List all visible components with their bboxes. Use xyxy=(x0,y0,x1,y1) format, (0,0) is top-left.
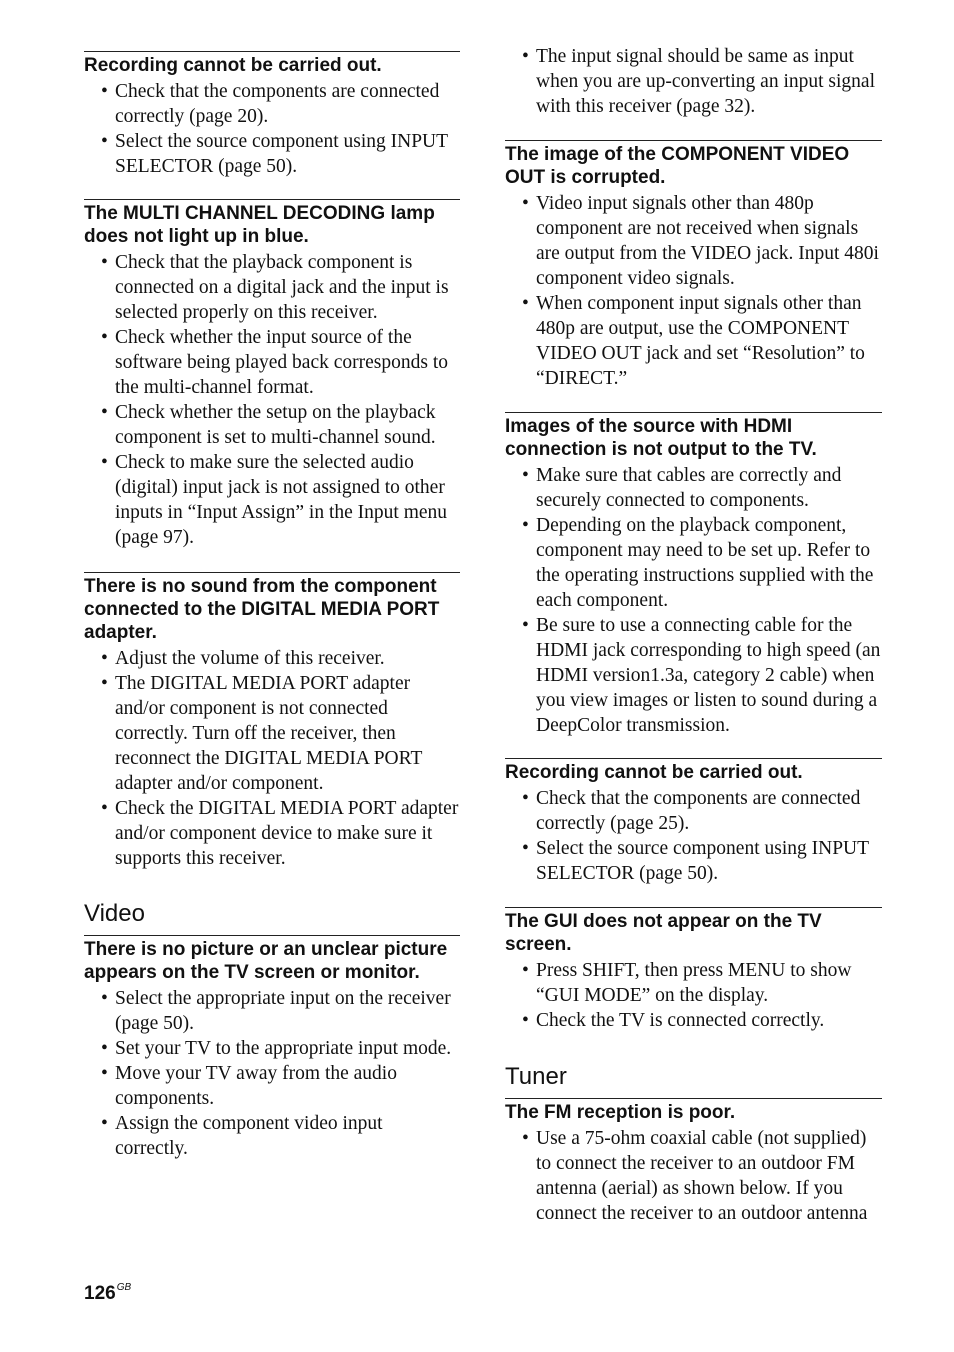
issue-recording-cannot-be-carried-out xyxy=(84,51,460,179)
left-column xyxy=(84,40,460,1161)
list-item: • Be sure to use a connecting cable for the HDMI jack corresponding to high speed (an HDMI version1.3a, category 2 cable) when you view images or listen to sound during a DeepColor transmission. xyxy=(522,615,881,736)
bullet-list xyxy=(84,250,460,550)
list-item: • When component input signals other than 480p are output, use the COMPONENT VIDEO OUT jack and set “Resolution” to “DIRECT.” xyxy=(522,293,865,389)
bullet-list xyxy=(505,463,882,738)
bullet-icon: • xyxy=(522,1128,529,1149)
issue-heading: The image of the COMPONENT VIDEO OUT is corrupted. xyxy=(505,144,850,188)
bullet-icon: • xyxy=(522,960,529,981)
bullet-icon: • xyxy=(101,327,108,348)
bullet-icon: • xyxy=(522,615,529,636)
bullet-list xyxy=(505,44,882,119)
bullet-icon: • xyxy=(522,838,529,859)
bullet-list xyxy=(84,986,460,1161)
continued-bullets xyxy=(505,44,882,119)
bullet-icon: • xyxy=(522,465,529,486)
section-heading-tuner: Tuner xyxy=(505,1063,567,1090)
list-item: • Check the DIGITAL MEDIA PORT adapter and/or component device to make sure it supports this receiver. xyxy=(101,798,459,869)
bullet-icon: • xyxy=(101,452,108,473)
list-item: • Set your TV to the appropriate input mode. xyxy=(101,1038,452,1059)
issue-heading: There is no picture or an unclear picture appears on the TV screen or monitor. xyxy=(84,939,448,983)
bullet-list xyxy=(505,191,882,391)
bullet-icon: • xyxy=(101,402,108,423)
bullet-icon: • xyxy=(101,1038,108,1059)
bullet-icon: • xyxy=(101,673,108,694)
issue-no-sound-digital-media-port xyxy=(84,572,460,871)
bullet-list xyxy=(505,1126,882,1226)
section-heading-video: Video xyxy=(84,900,145,927)
bullet-icon: • xyxy=(101,1063,108,1084)
bullet-icon: • xyxy=(522,515,529,536)
bullet-icon: • xyxy=(101,988,108,1009)
list-item: • Check that the components are connected correctly (page 20). xyxy=(101,81,440,127)
bullet-list xyxy=(84,646,460,871)
bullet-icon: • xyxy=(101,81,108,102)
bullet-list xyxy=(505,786,882,886)
issue-gui-not-appear xyxy=(505,907,882,1033)
list-item: • Check whether the setup on the playback component is set to multi-channel sound. xyxy=(101,402,436,448)
bullet-icon: • xyxy=(101,798,108,819)
bullet-icon: • xyxy=(101,1113,108,1134)
list-item: • Adjust the volume of this receiver. xyxy=(101,648,385,669)
list-item: • The input signal should be same as input when you are up-converting an input signal with this receiver (page 32). xyxy=(522,46,875,117)
issue-fm-reception-poor xyxy=(505,1098,882,1226)
list-item: • Select the source component using INPUT SELECTOR (page 50). xyxy=(101,131,448,177)
list-item: • Check whether the input source of the software being played back corresponds to the multi-channel format. xyxy=(101,327,449,398)
issue-heading: The MULTI CHANNEL DECODING lamp does not light up in blue. xyxy=(84,203,435,247)
bullet-list xyxy=(505,958,882,1033)
bullet-icon: • xyxy=(101,648,108,669)
list-item: • Press SHIFT, then press MENU to show “GUI MODE” on the display. xyxy=(522,960,852,1006)
list-item: • Check to make sure the selected audio (digital) input jack is not assigned to other inputs in “Input Assign” in the Input menu (page 97). xyxy=(101,452,448,548)
issue-heading: There is no sound from the component connected to the DIGITAL MEDIA PORT adapter. xyxy=(84,576,440,643)
page-number: $126^{GB}$ xyxy=(84,1282,132,1304)
bullet-icon: • xyxy=(522,193,529,214)
list-item: • Assign the component video input correctly. xyxy=(101,1113,383,1159)
list-item: • Depending on the playback component, component may need to be set up. Refer to the operating instructions supplied with the each component. xyxy=(522,515,874,611)
list-item: • Video input signals other than 480p component are not received when signals are output from the VIDEO jack. Input 480i component video signals. xyxy=(522,193,879,289)
issue-heading: Recording cannot be carried out. xyxy=(505,762,803,783)
list-item: • Check that the playback component is connected on a digital jack and the input is selected properly on this receiver. xyxy=(101,252,449,323)
list-item: • Make sure that cables are correctly and securely connected to components. xyxy=(522,465,842,511)
issue-heading: The GUI does not appear on the TV screen. xyxy=(505,911,822,955)
issue-heading: Recording cannot be carried out. xyxy=(84,55,382,76)
issue-heading: Images of the source with HDMI connection is not output to the TV. xyxy=(505,416,817,460)
list-item: • The DIGITAL MEDIA PORT adapter and/or component is not connected correctly. Turn off the receiver, then reconnect the DIGITAL MEDIA PORT adapter and/or component. xyxy=(101,673,423,794)
bullet-icon: • xyxy=(101,252,108,273)
page-suffix: GB xyxy=(116,1282,132,1293)
right-column xyxy=(505,40,882,1226)
list-item: • Check that the components are connected correctly (page 25). xyxy=(522,788,861,834)
list-item: • Select the source component using INPUT SELECTOR (page 50). xyxy=(522,838,869,884)
issue-recording-cannot-be-carried-out-2 xyxy=(505,758,882,886)
issue-no-picture xyxy=(84,935,460,1161)
issue-heading: The FM reception is poor. xyxy=(505,1102,736,1123)
issue-multi-channel-lamp xyxy=(84,199,460,550)
bullet-icon: • xyxy=(522,46,529,67)
issue-component-video-corrupted xyxy=(505,140,882,391)
list-item: • Move your TV away from the audio components. xyxy=(101,1063,397,1109)
bullet-icon: • xyxy=(522,1010,529,1031)
bullet-icon: • xyxy=(101,131,108,152)
issue-hdmi-not-output xyxy=(505,412,882,738)
bullet-icon: • xyxy=(522,788,529,809)
list-item: • Use a 75-ohm coaxial cable (not supplied) to connect the receiver to an outdoor FM antenna (aerial) as shown below. If you connect the receiver to an outdoor antenna xyxy=(522,1128,868,1224)
bullet-icon: • xyxy=(522,293,529,314)
bullet-list xyxy=(84,79,460,179)
list-item: • Select the appropriate input on the receiver (page 50). xyxy=(101,988,451,1034)
list-item: • Check the TV is connected correctly. xyxy=(522,1010,825,1031)
